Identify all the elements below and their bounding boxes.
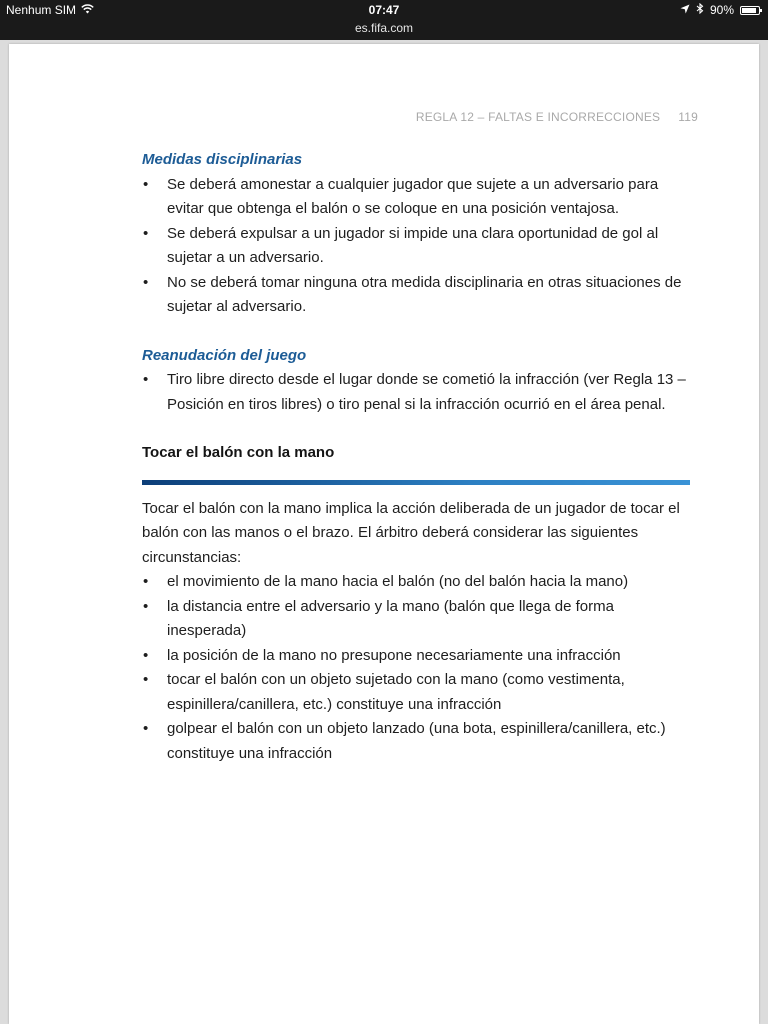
running-header [416, 110, 698, 124]
list-item: • Se deberá amonestar a cualquier jugador que sujete a un adversario para evitar que obtenga el balón o se coloque en una posición ventajosa. [142, 173, 690, 222]
address-url[interactable]: es.fifa.com [354, 21, 414, 35]
section-title-restart: Reanudación del juego [142, 346, 307, 364]
list-item: • tocar el balón con un objeto sujetado con la mano (como vestimenta, espinillera/canillera, etc.) constituye una infracción [142, 668, 690, 717]
battery-percent: 90% [709, 3, 734, 17]
list-item: • golpear el balón con un objeto lanzado (una bota, espinillera/canillera, etc.) constituye una infracción [142, 717, 690, 766]
battery-level [742, 8, 756, 13]
list-item: • la posición de la mano no presupone necesariamente una infracción [142, 644, 690, 669]
status-bar [0, 0, 768, 40]
status-right [680, 3, 760, 17]
handball-list [142, 570, 690, 766]
list-item: • Se deberá expulsar a un jugador si impide una clara oportunidad de gol al sujetar a un adversario. [142, 222, 690, 271]
status-time: 07:47 [368, 3, 400, 17]
page-number: 119 [678, 110, 698, 124]
location-arrow-icon [680, 3, 690, 17]
section-divider [142, 480, 690, 485]
page-content [142, 148, 690, 766]
running-header-title: REGLA 12 – FALTAS E INCORRECCIONES [415, 110, 661, 124]
carrier-label: Nenhum SIM [6, 3, 77, 17]
section-title-disciplinary: Medidas disciplinarias [142, 151, 303, 168]
disciplinary-list [142, 173, 690, 320]
list-item: • el movimiento de la mano hacia el balón (no del balón hacia la mano) [142, 570, 690, 595]
handball-intro: Tocar el balón con la mano implica la acción deliberada de un jugador de tocar el balón con las manos o el brazo. El árbitro deberá considerar las siguientes circunstancias: [142, 499, 680, 566]
list-item: • No se deberá tomar ninguna otra medida disciplinaria en otras situaciones de sujetar al adversario. [142, 271, 690, 320]
list-item: • la distancia entre el adversario y la mano (balón que llega de forma inesperada) [142, 595, 690, 644]
restart-list [142, 368, 690, 417]
section-title-handball: Tocar el balón con la mano [142, 444, 335, 461]
list-item: • Tiro libre directo desde el lugar donde se cometió la infracción (ver Regla 13 – Posición en tiros libres) o tiro penal si la infracción ocurrió en el área penal. [142, 368, 690, 417]
battery-icon [740, 6, 760, 15]
bluetooth-icon [696, 3, 704, 17]
